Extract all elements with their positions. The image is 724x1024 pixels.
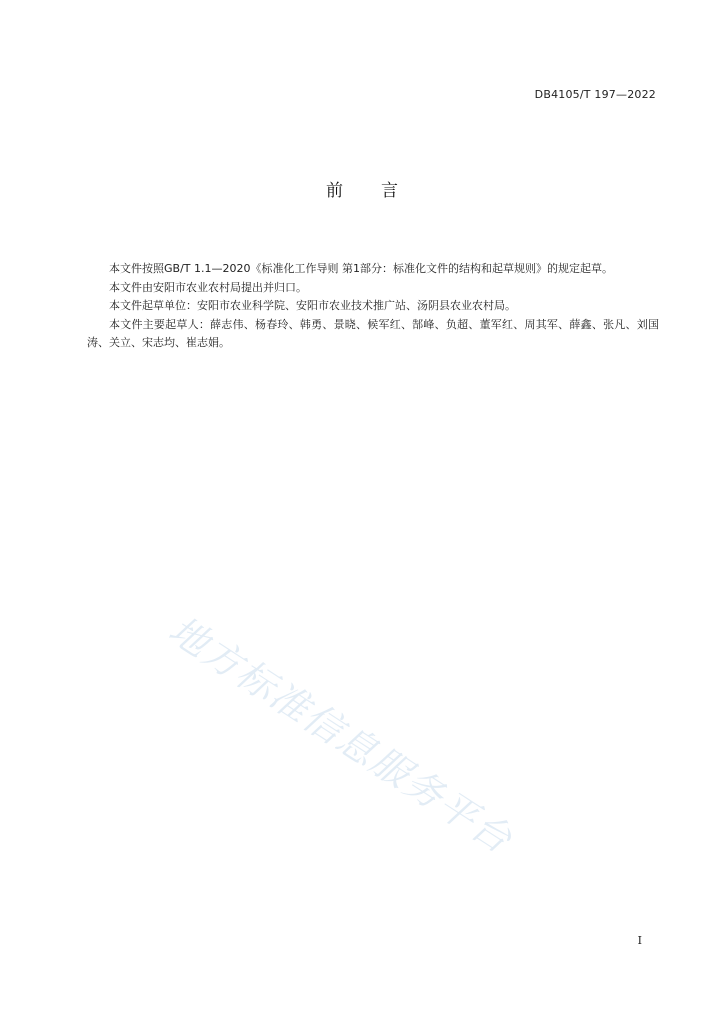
title-char-2: 言 bbox=[381, 181, 398, 201]
page-number: I bbox=[637, 934, 642, 947]
foreword-body bbox=[87, 260, 659, 353]
watermark: 地方标准信息服务平台 bbox=[161, 607, 521, 863]
paragraph-drafters: 本文件主要起草人：薛志伟、杨春玲、韩勇、景晓、候军红、郜峰、负超、董军红、周其军、薛鑫、张凡、刘国涛、关立、宋志均、崔志娟。 bbox=[87, 317, 659, 350]
paragraph-proposer: 本文件由安阳市农业农村局提出并归口。 bbox=[109, 280, 307, 294]
paragraph-drafting-units: 本文件起草单位：安阳市农业科学院、安阳市农业技术推广站、汤阴县农业农村局。 bbox=[109, 299, 516, 313]
title-char-1: 前 bbox=[326, 181, 343, 201]
paragraph-standard-basis: 本文件按照GB/T 1.1—2020《标准化工作导则 第1部分：标准化文件的结构和起草规则》的规定起草。 bbox=[109, 262, 613, 275]
page-title bbox=[0, 176, 724, 201]
document-code: DB4105/T 197—2022 bbox=[534, 88, 656, 101]
